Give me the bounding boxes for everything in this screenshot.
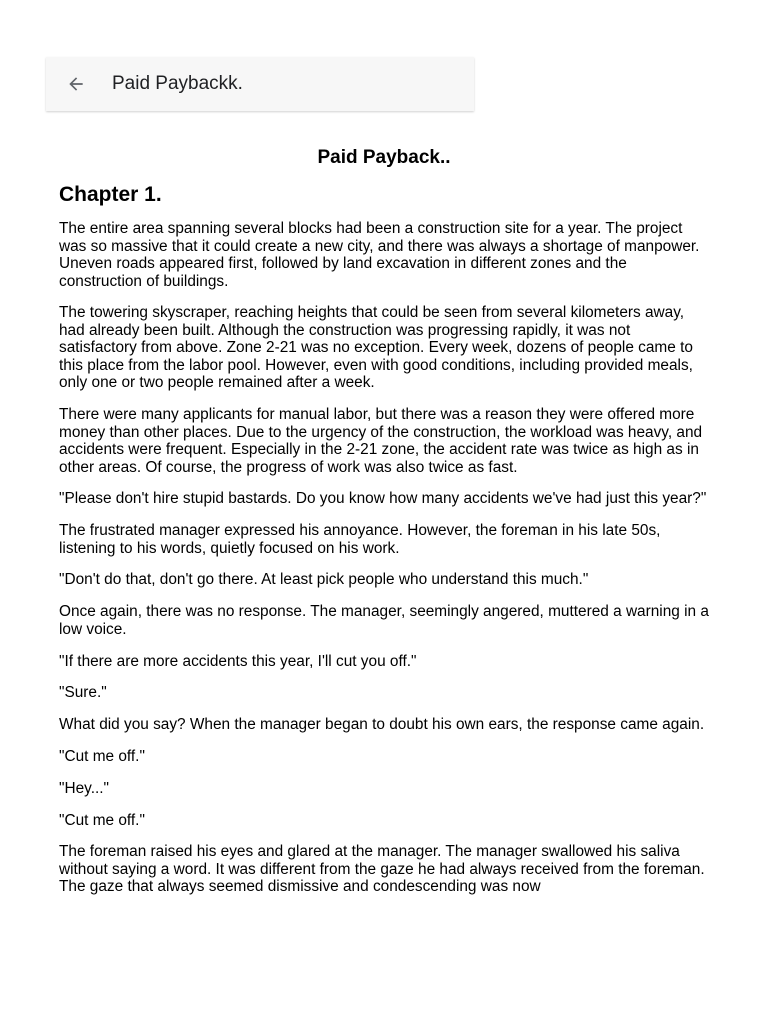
chapter-heading: Chapter 1. bbox=[59, 183, 162, 206]
paragraph: The entire area spanning several blocks had been a construction site for a year. The project was so massive that it could create a new city, and there was always a shortage of manpower. Uneven roads appeared first, followed by land excavation in different zones and the construction of buildings. bbox=[59, 220, 700, 290]
top-app-bar bbox=[46, 57, 474, 111]
document-body bbox=[59, 146, 709, 910]
paragraph: "Hey..." bbox=[59, 779, 109, 797]
paragraph: What did you say? When the manager began to doubt his own ears, the response came again. bbox=[59, 716, 705, 734]
paragraph: "Don't do that, don't go there. At least pick people who understand this much." bbox=[59, 571, 589, 589]
back-button[interactable] bbox=[64, 72, 88, 96]
paragraph: "Sure." bbox=[59, 684, 107, 702]
paragraph: The foreman raised his eyes and glared at the manager. The manager swallowed his saliva without saying a word. It was different from the gaze he had always received from the foreman. The gaze that always seemed dismissive and condescending was now bbox=[59, 843, 705, 896]
paragraph: The frustrated manager expressed his annoyance. However, the foreman in his late 50s, listening to his words, quietly focused on his work. bbox=[59, 522, 661, 557]
paragraph: Once again, there was no response. The manager, seemingly angered, muttered a warning in a low voice. bbox=[59, 603, 709, 638]
paragraph: "Please don't hire stupid bastards. Do you know how many accidents we've had just this year?" bbox=[59, 490, 707, 508]
app-bar-title: Paid Paybackk. bbox=[112, 73, 243, 94]
paragraph: "Cut me off." bbox=[59, 811, 145, 829]
paragraph: The towering skyscraper, reaching heights that could be seen from several kilometers away, had already been built. Although the construction was progressing rapidly, it was not satisfactory from above. Zone 2-21 was no exception. Every week, dozens of people came to this place from the labor pool. However, even with good conditions, including provided meals, only one or two people remained after a week. bbox=[59, 304, 693, 392]
document-title: Paid Payback.. bbox=[317, 147, 451, 168]
arrow-left-icon bbox=[66, 74, 86, 94]
paragraph: There were many applicants for manual labor, but there was a reason they were offered more money than other places. Due to the urgency of the construction, the workload was heavy, and accidents were frequent. Especially in the 2-21 zone, the accident rate was twice as high as in other areas. Of course, the progress of work was also twice as fast. bbox=[59, 406, 703, 476]
paragraph: "Cut me off." bbox=[59, 747, 145, 765]
paragraph: "If there are more accidents this year, I'll cut you off." bbox=[59, 652, 417, 670]
